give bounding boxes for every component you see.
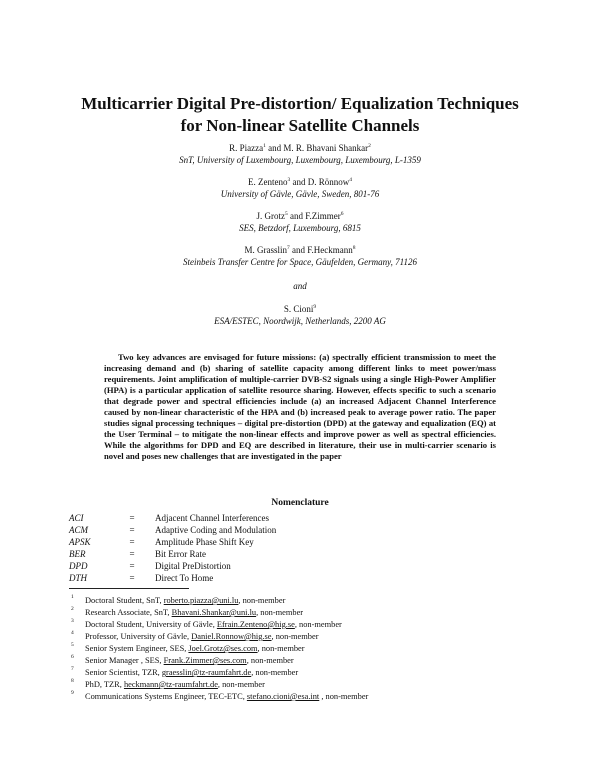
author-name: D. Rönnow (307, 177, 350, 187)
footnote-text: , non-member (251, 668, 299, 677)
footnote-text: , non-member (238, 596, 286, 605)
footnote-email-link[interactable]: Daniel.Ronnow@hig.se (191, 632, 272, 641)
footnote-email-link[interactable]: Efrain.Zenteno@hig.se (216, 620, 295, 629)
footnote-email-link[interactable]: Frank.Zimmer@ses.com (163, 656, 247, 665)
footnote-number: 8 (71, 678, 74, 684)
footnote-text: , non-member (257, 644, 305, 653)
nomenclature-abbr: ACM (69, 525, 88, 535)
footnote-email-link[interactable]: stefano.cioni@esa.int (246, 692, 320, 701)
author-name: E. Zenteno (247, 177, 288, 187)
author-affiliation: Steinbeis Transfer Centre for Space, Gäufelden, Germany, 71126 (183, 257, 417, 267)
footnote-number: 6 (71, 654, 74, 660)
footnote-text: , non-member (294, 620, 342, 629)
paper-title (40, 93, 560, 137)
footnote-text: Senior Manager , SES, (85, 656, 164, 665)
nomenclature-abbr: BER (69, 549, 86, 559)
author-footnote-mark: 7 (286, 245, 290, 251)
author-names (60, 244, 540, 256)
footnote-number: 3 (71, 618, 74, 624)
author-name: S. Cioni (283, 304, 314, 314)
footnote-text: , non-member (217, 680, 265, 689)
nomenclature-definition: Adjacent Channel Interferences (155, 513, 269, 523)
author-joiner: and (290, 177, 308, 187)
nomenclature-definition: Adaptive Coding and Modulation (155, 525, 277, 535)
nomenclature-equals: = (129, 549, 135, 559)
footnote-email-link[interactable]: Bhavani.Shankar@uni.lu (171, 608, 257, 617)
author-block-5 (60, 303, 540, 327)
nomenclature-equals: = (129, 561, 135, 571)
nomenclature-equals: = (129, 537, 135, 547)
footnote-text: Research Associate, SnT, (85, 608, 172, 617)
nomenclature-definition: Digital PreDistortion (155, 561, 231, 571)
author-affiliation: SES, Betzdorf, Luxembourg, 6815 (239, 223, 361, 233)
author-joiner: and (287, 211, 306, 221)
footnote-email-link[interactable]: heckmann@tz-raumfahrt.de (123, 680, 218, 689)
footnote-text: Senior System Engineer, SES, (85, 644, 189, 653)
author-block-1 (60, 142, 540, 166)
author-names (60, 303, 540, 315)
author-footnote-mark: 2 (368, 143, 371, 149)
footnote-text: , non-member (319, 692, 369, 701)
author-name: F.Zimmer (305, 211, 341, 221)
title-line-1: Multicarrier Digital Pre-distortion/ Equalization Techniques (81, 94, 519, 113)
and-separator: and (293, 281, 307, 291)
title-line-2: for Non-linear Satellite Channels (180, 116, 420, 135)
nomenclature-title: Nomenclature (271, 498, 329, 508)
nomenclature-definition: Bit Error Rate (155, 549, 206, 559)
author-joiner: and (289, 245, 308, 255)
nomenclature-abbr: DTH (69, 573, 88, 583)
footnote-text: Communications Systems Engineer, TEC-ETC, (85, 692, 247, 701)
footnote-email-link[interactable]: roberto.piazza@uni.lu (163, 596, 239, 605)
author-block-4 (60, 244, 540, 268)
author-names (60, 176, 540, 188)
footnote-text: , non-member (246, 656, 294, 665)
footnote-number: 1 (71, 594, 74, 600)
author-footnote-mark: 4 (349, 177, 352, 183)
author-footnote-mark: 1 (263, 143, 266, 149)
author-joiner: and (265, 143, 284, 153)
footnote-text: Professor, University of Gävle, (85, 632, 192, 641)
nomenclature-definition: Amplitude Phase Shift Key (155, 537, 254, 547)
author-affiliation: SnT, University of Luxembourg, Luxembourg, Luxembourg, L-1359 (179, 155, 421, 165)
nomenclature-definition: Direct To Home (155, 573, 214, 583)
author-block-2 (60, 176, 540, 200)
footnote-number: 9 (71, 690, 74, 696)
nomenclature-equals: = (129, 513, 135, 523)
footnote-text: , non-member (271, 632, 319, 641)
footnote-number: 5 (71, 642, 74, 648)
author-name: J. Grotz (256, 211, 285, 221)
author-footnote-mark: 3 (287, 177, 291, 183)
nomenclature-equals: = (129, 525, 135, 535)
author-footnote-mark: 5 (284, 211, 288, 217)
author-name: M. R. Bhavani Shankar (283, 143, 369, 153)
abstract: Two key advances are envisaged for future missions: (a) spectrally efficient transmission to meet the increasing demand and (b) sharing of satellite capacity among different links to meet power/mass requirements. Joint amplification of multiple-carrier DVB-S2 signals using a single High-Power Amplifier (HPA) is a particular application of satellite resource sharing. However, effects specific to such a scenario that degrade power and spectral efficiencies include (a) an increased Adjacent Channel Interference caused by non-linear characteristic of the HPA and (b) increased peak to average power ratio. The paper studies signal processing techniques – digital pre-distortion (DPD) at the gateway and equalization (EQ) at the User Terminal – to mitigate the non-linear effects and improve power as well as spectral efficiencies. While the algorithms for DPD and EQ are described in literature, their use in multi-carrier scenario is novel and poses new challenges that are investigated in the paper (104, 352, 496, 461)
footnote-text: Senior Scientist, TZR, (85, 668, 162, 677)
author-footnote-mark: 9 (313, 304, 317, 310)
nomenclature-equals: = (129, 573, 135, 583)
author-affiliation: ESA/ESTEC, Noordwijk, Netherlands, 2200 AG (214, 316, 386, 326)
footnote-text: Doctoral Student, University of Gävle, (85, 620, 217, 629)
author-name: M. Grasslin (244, 245, 287, 255)
nomenclature-abbr: APSK (69, 537, 91, 547)
footnote-number: 2 (71, 606, 74, 612)
author-names (60, 142, 540, 154)
author-block-3 (60, 210, 540, 234)
author-name: F.Heckmann (307, 245, 353, 255)
nomenclature-abbr: ACI (69, 513, 84, 523)
nomenclature-abbr: DPD (69, 561, 88, 571)
footnote-text: Doctoral Student, SnT, (85, 596, 164, 605)
footnote-text: PhD, TZR, (85, 680, 124, 689)
footnote-email-link[interactable]: graesslin@tz-raumfahrt.de (161, 668, 252, 677)
footnote-text: , non-member (256, 608, 304, 617)
footnote-divider (69, 588, 189, 589)
author-footnote-mark: 6 (340, 211, 344, 217)
footnote-number: 4 (71, 630, 74, 636)
author-footnote-mark: 8 (352, 245, 356, 251)
author-name: R. Piazza (229, 143, 264, 153)
author-names (60, 210, 540, 222)
footnote-email-link[interactable]: Joel.Grotz@ses.com (188, 644, 258, 653)
footnote-number: 7 (71, 666, 74, 672)
author-affiliation: University of Gävle, Gävle, Sweden, 801-76 (220, 189, 380, 199)
